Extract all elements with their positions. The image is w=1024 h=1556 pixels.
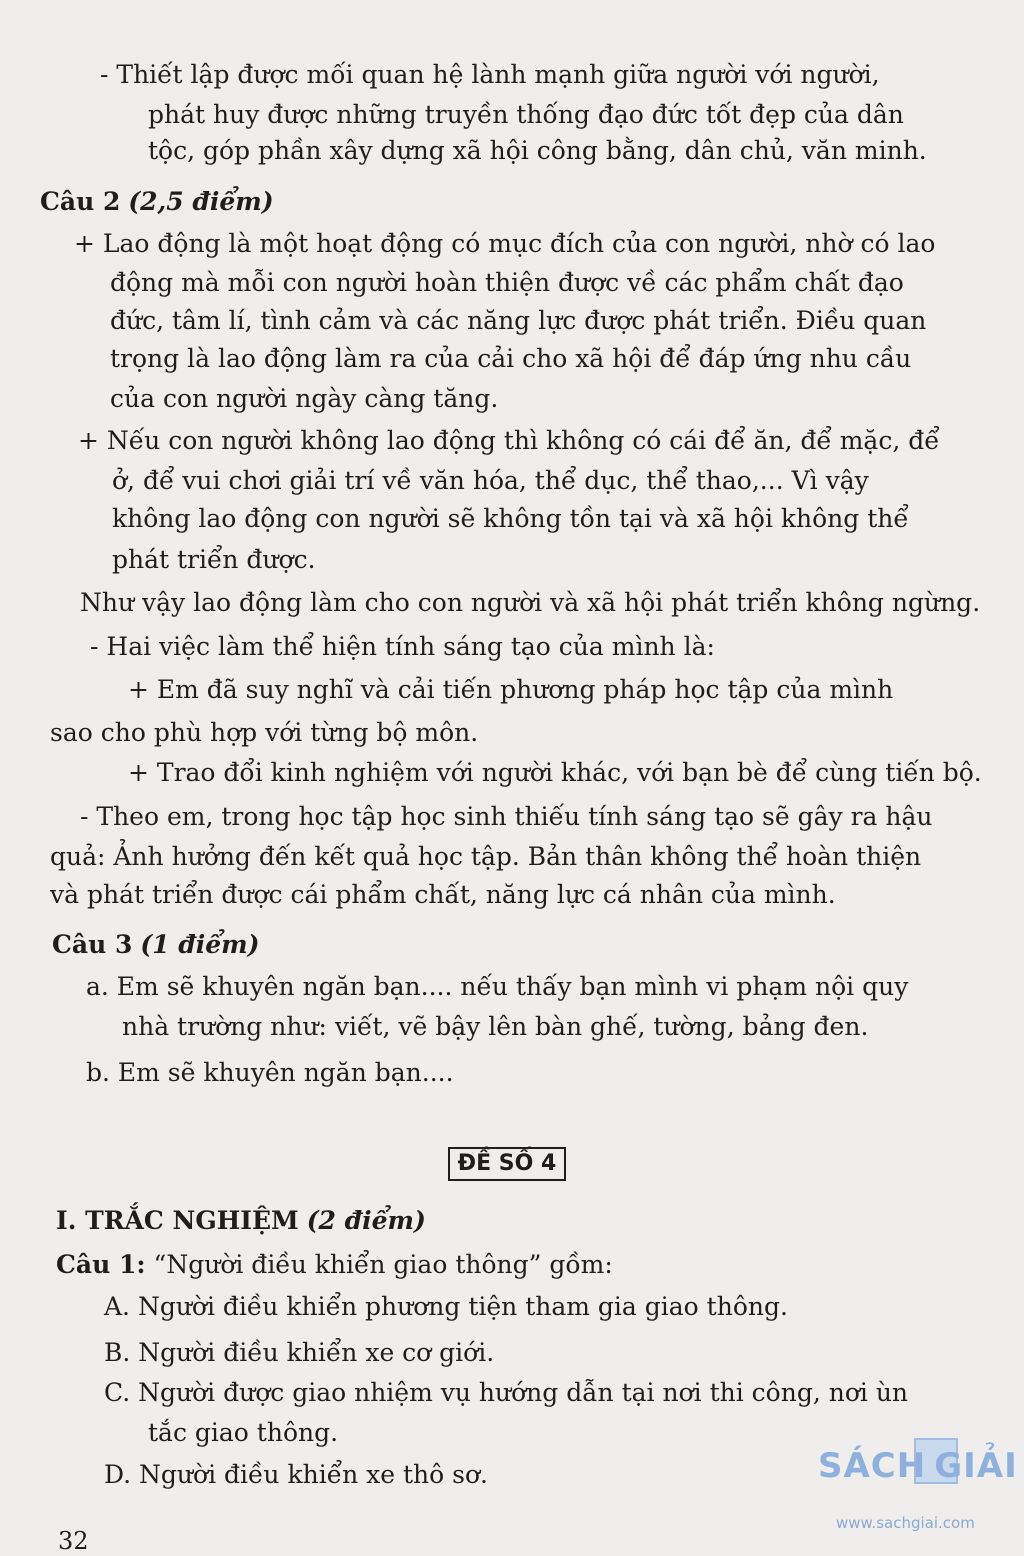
question-label: Câu 2	[40, 187, 121, 216]
text-line: b. Em sẽ khuyên ngăn bạn....	[86, 1058, 454, 1087]
text-line: quả: Ảnh hưởng đến kết quả học tập. Bản thân không thể hoàn thiện	[50, 842, 922, 871]
text-line: a. Em sẽ khuyên ngăn bạn.... nếu thấy bạn mình vi phạm nội quy	[86, 972, 909, 1001]
text-line: phát triển được.	[112, 545, 316, 574]
answer-option-d: D. Người điều khiển xe thô sơ.	[104, 1460, 488, 1489]
question-heading	[52, 930, 259, 960]
answer-option-b: B. Người điều khiển xe cơ giới.	[104, 1338, 495, 1367]
exam-title: ĐỀ SỐ 4	[448, 1147, 566, 1181]
section-points: (2 điểm)	[306, 1206, 426, 1235]
text-line: - Theo em, trong học tập học sinh thiếu tính sáng tạo sẽ gây ra hậu	[80, 802, 933, 831]
text-line: + Lao động là một hoạt động có mục đích của con người, nhờ có lao	[74, 229, 936, 258]
text-line: đức, tâm lí, tình cảm và các năng lực được phát triển. Điều quan	[110, 306, 927, 335]
watermark-brand-left: SÁCH	[818, 1446, 927, 1486]
watermark-brand-right: GIẢI	[934, 1446, 1018, 1486]
question-label: Câu 3	[52, 930, 133, 959]
text-line: - Thiết lập được mối quan hệ lành mạnh giữa người với người,	[100, 60, 880, 89]
text-line: sao cho phù hợp với từng bộ môn.	[50, 718, 479, 747]
question-label: Câu 1:	[56, 1250, 146, 1279]
text-line: phát huy được những truyền thống đạo đức tốt đẹp của dân	[148, 100, 904, 129]
text-line: + Trao đổi kinh nghiệm với người khác, với bạn bè để cùng tiến bộ.	[128, 758, 982, 787]
text-line: nhà trường như: viết, vẽ bậy lên bàn ghế, tường, bảng đen.	[122, 1012, 869, 1041]
text-line: không lao động con người sẽ không tồn tại và xã hội không thể	[112, 504, 909, 533]
text-line: trọng là lao động làm ra của cải cho xã hội để đáp ứng nhu cầu	[110, 344, 912, 373]
question-text: “Người điều khiển giao thông” gồm:	[145, 1250, 613, 1279]
question-heading	[40, 187, 274, 217]
answer-option-c: C. Người được giao nhiệm vụ hướng dẫn tại nơi thi công, nơi ùn	[104, 1378, 909, 1407]
text-line: + Nếu con người không lao động thì không có cái để ăn, để mặc, để	[78, 426, 940, 455]
question-points: (2,5 điểm)	[128, 187, 274, 216]
page-number: 32	[58, 1527, 89, 1555]
answer-option-a: A. Người điều khiển phương tiện tham gia giao thông.	[104, 1292, 788, 1321]
text-line: tộc, góp phần xây dựng xã hội công bằng, dân chủ, văn minh.	[148, 136, 927, 165]
text-line: của con người ngày càng tăng.	[110, 384, 499, 413]
watermark-url: www.sachgiai.com	[836, 1514, 975, 1532]
watermark-logo	[818, 1446, 1018, 1486]
text-line: và phát triển được cái phẩm chất, năng lực cá nhân của mình.	[50, 880, 836, 909]
text-line: Như vậy lao động làm cho con người và xã hội phát triển không ngừng.	[80, 588, 981, 617]
text-line: ở, để vui chơi giải trí về văn hóa, thể dục, thể thao,... Vì vậy	[112, 466, 869, 495]
question-points: (1 điểm)	[140, 930, 260, 959]
text-line: động mà mỗi con người hoàn thiện được về các phẩm chất đạo	[110, 268, 904, 297]
text-line: - Hai việc làm thể hiện tính sáng tạo của mình là:	[90, 632, 715, 661]
text-line: + Em đã suy nghĩ và cải tiến phương pháp học tập của mình	[128, 675, 894, 704]
question-heading	[56, 1250, 613, 1280]
answer-option-c-continued: tắc giao thông.	[148, 1418, 339, 1447]
section-label: I. TRẮC NGHIỆM	[56, 1206, 299, 1235]
section-heading	[56, 1206, 426, 1236]
